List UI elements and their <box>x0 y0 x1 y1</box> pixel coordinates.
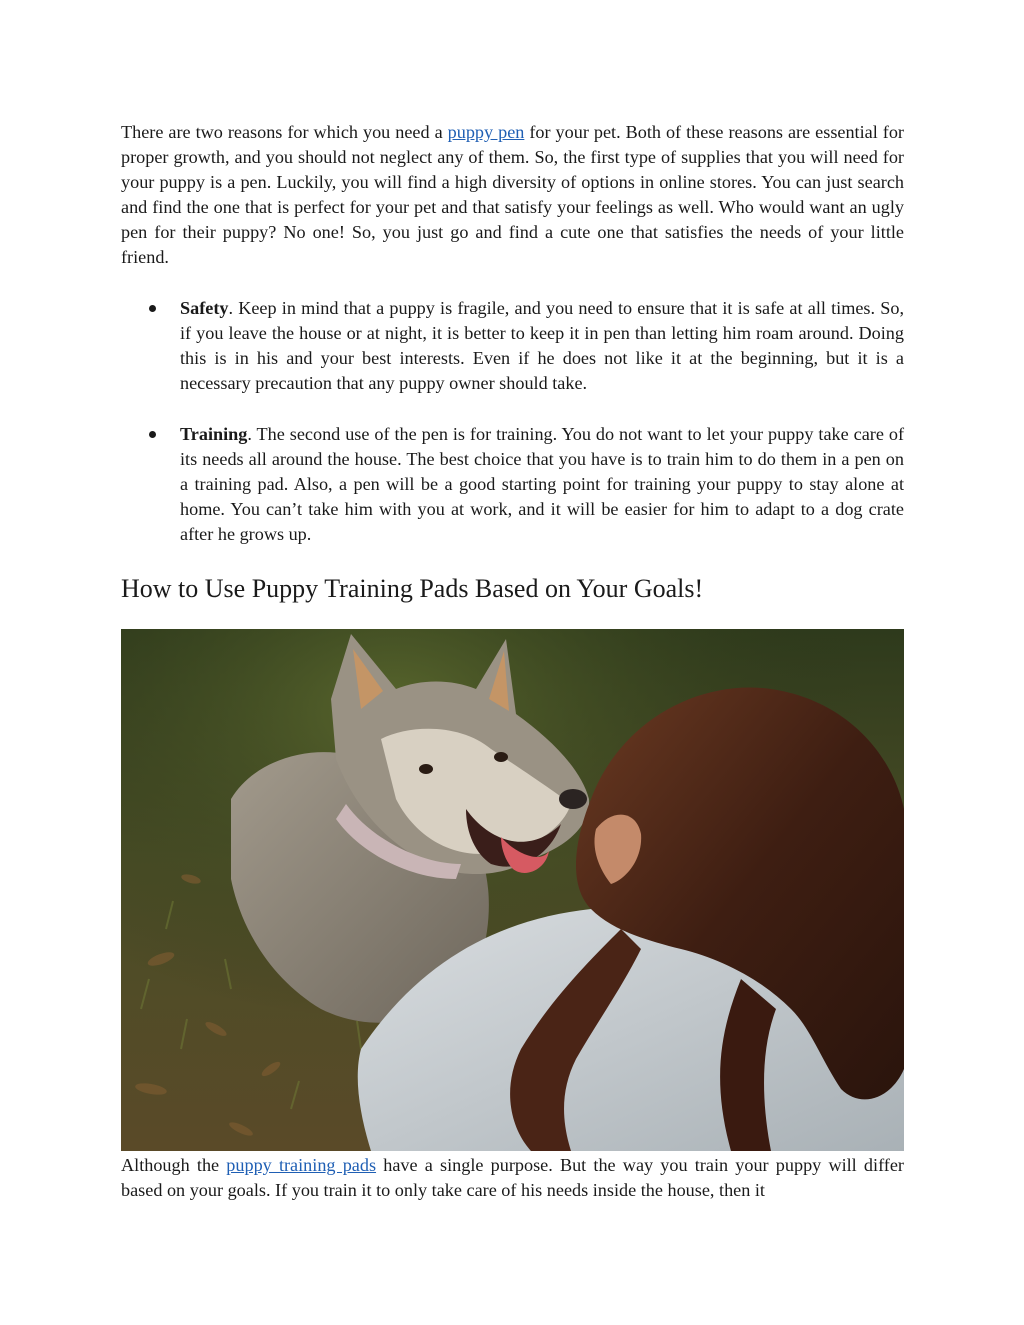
section-heading: How to Use Puppy Training Pads Based on Your Goals! <box>121 574 704 603</box>
closing-text-start: Although the <box>121 1155 227 1175</box>
bullet-text-safety: . Keep in mind that a puppy is fragile, and you need to ensure that it is safe at all times. So, if you leave the house or at night, it is better to keep it in pen than letting him roam around. Doing this is in his and your best interests. Even if he does not like it at the beginning, but it is a necessary precaution that any puppy owner should take. <box>180 298 904 393</box>
intro-text-end: for your pet. Both of these reasons are essential for proper growth, and you should not neglect any of them. So, the first type of supplies that you will need for your puppy is a pen. Luckily, you will find a high diversity of options in online stores. You can just search and find the one that is perfect for your pet and that satisfy your feelings as well. Who would want an ugly pen for their puppy? No one! So, you just go and find a cute one that satisfies the needs of your little friend. <box>121 122 904 267</box>
dog-and-woman-photo <box>121 629 904 1151</box>
document-page <box>121 120 904 1203</box>
list-item <box>121 296 904 396</box>
bullet-term-safety: Safety <box>180 298 229 318</box>
list-item <box>121 422 904 547</box>
bullet-icon <box>149 305 156 312</box>
closing-paragraph <box>121 1153 904 1203</box>
closing-text-end: have a single purpose. But the way you train your puppy will differ based on your goals. If you train it to only take care of his needs inside the house, then it <box>121 1155 904 1200</box>
bullet-icon <box>149 431 156 438</box>
bullet-text-training: . The second use of the pen is for training. You do not want to let your puppy take care of its needs all around the house. The best choice that you have is to train him to do them in a pen on a training pad. Also, a pen will be a good starting point for training your puppy to stay alone at home. You can’t take him with you at work, and it will be easier for him to adapt to a dog crate after he grows up. <box>180 424 904 544</box>
intro-paragraph <box>121 120 904 270</box>
intro-text-start: There are two reasons for which you need a <box>121 122 448 142</box>
puppy-pen-link[interactable]: puppy pen <box>447 122 525 142</box>
photo-illustration <box>121 629 904 1151</box>
reasons-list <box>121 296 904 547</box>
puppy-training-pads-link[interactable]: puppy training pads <box>226 1155 377 1175</box>
bullet-term-training: Training <box>180 424 248 444</box>
